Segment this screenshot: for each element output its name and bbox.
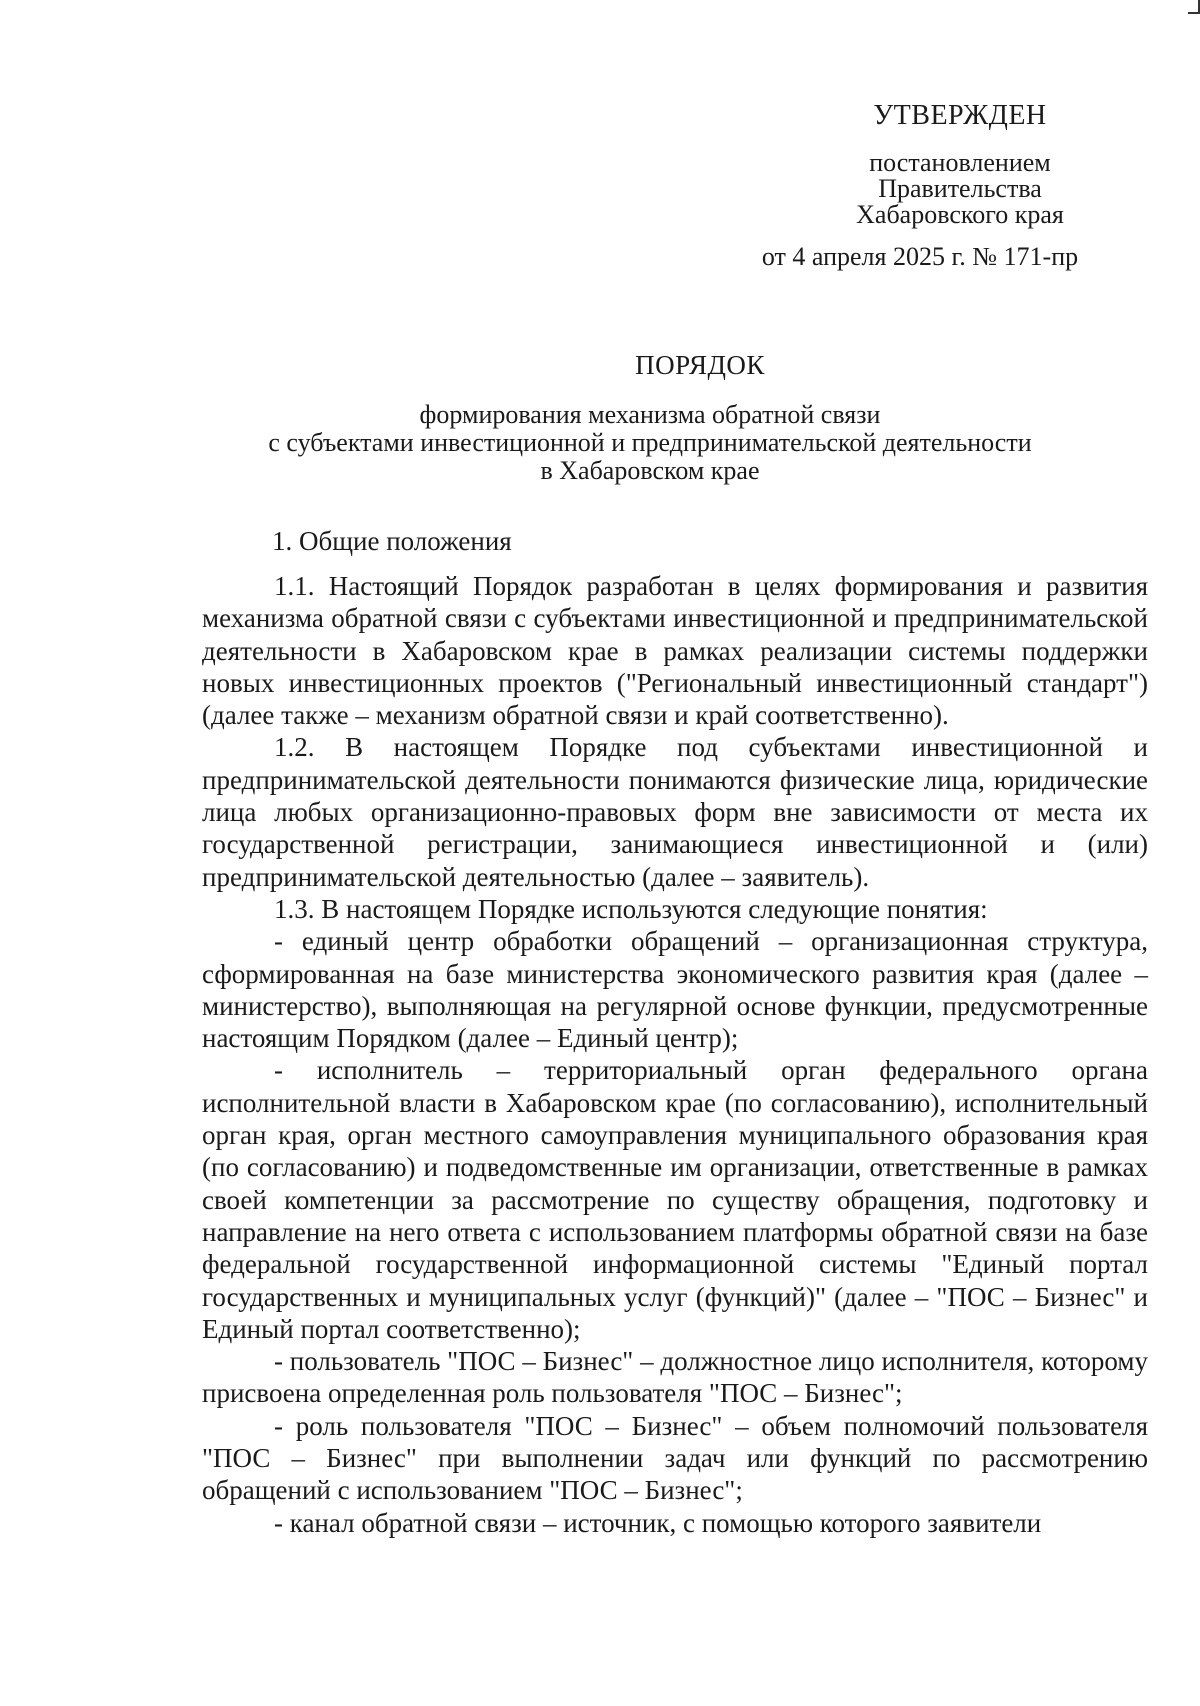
paragraph-1-1: 1.1. Настоящий Порядок разработан в целях формирования и развития механизма обратной связи с субъектами инвестиционной и предпринимательской деятельности в Хабаровском крае в рамках реализации системы поддержки новых инвестиционных проектов ("Региональный инвестиционный стандарт") (далее также – механизм обратной связи и край соответственно). (202, 571, 1148, 731)
definition-pos-user: - пользователь "ПОС – Бизнес" – должностное лицо исполнителя, которому присвоена определенная роль пользователя "ПОС – Бизнес"; (202, 1346, 1148, 1409)
definition-feedback-channel: - канал обратной связи – источник, с помощью которого заявители (274, 1507, 1042, 1538)
definition-pos-user-role: - роль пользователя "ПОС – Бизнес" – объем полномочий пользователя "ПОС – Бизнес" при выполнении задач или функций по рассмотрению обращений с использованием "ПОС – Бизнес"; (202, 1410, 1148, 1506)
approval-date: от 4 апреля 2025 г. № 171-пр (761, 242, 1079, 271)
document-title-block (200, 350, 1200, 485)
document-body (202, 525, 1148, 1539)
paragraph-1-2: 1.2. В настоящем Порядке под субъектами инвестиционной и предпринимательской деятельности понимаются физические лица, юридические лица любых организационно-правовых форм вне зависимости от места их государственной регистрации, занимающиеся инвестиционной и (или) предпринимательской деятельностью (далее – заявитель). (202, 732, 1148, 892)
paragraph-1-3: 1.3. В настоящем Порядке используются следующие понятия: (274, 893, 988, 924)
section-heading: 1. Общие положения (272, 526, 512, 556)
approval-block (760, 100, 1160, 272)
document-title: ПОРЯДОК (635, 350, 765, 380)
approval-line-2: Правительства (878, 174, 1042, 203)
document-subtitle-line-3: в Хабаровском крае (540, 456, 760, 485)
approval-stamp: УТВЕРЖДЕН (873, 100, 1047, 131)
definition-executor: - исполнитель – территориальный орган федерального органа исполнительной власти в Хабаровском крае (по согласованию), исполнительный орган края, орган местного самоуправления муниципального образования края (по согласованию) и подведомственные им организации, ответственные в рамках своей компетенции за рассмотрение по существу обращения, подготовку и направление на него ответа с использованием платформы обратной связи на базе федеральной государственной информационной системы "Единый портал государственных и муниципальных услуг (функций)" (далее – "ПОС – Бизнес" и Единый портал соответственно); (202, 1055, 1148, 1344)
document-subtitle-line-1: формирования механизма обратной связи (419, 400, 881, 429)
approval-line-1: постановлением (869, 148, 1051, 177)
document-subtitle-line-2: с субъектами инвестиционной и предпринимательской деятельности (268, 428, 1032, 457)
scan-corner-mark (1188, 0, 1200, 14)
definition-single-center: - единый центр обработки обращений – организационная структура, сформированная на базе министерства экономического развития края (далее – министерство), выполняющая на регулярной основе функции, предусмотренные настоящим Порядком (далее – Единый центр); (202, 926, 1148, 1054)
approval-line-3: Хабаровского края (856, 200, 1064, 229)
